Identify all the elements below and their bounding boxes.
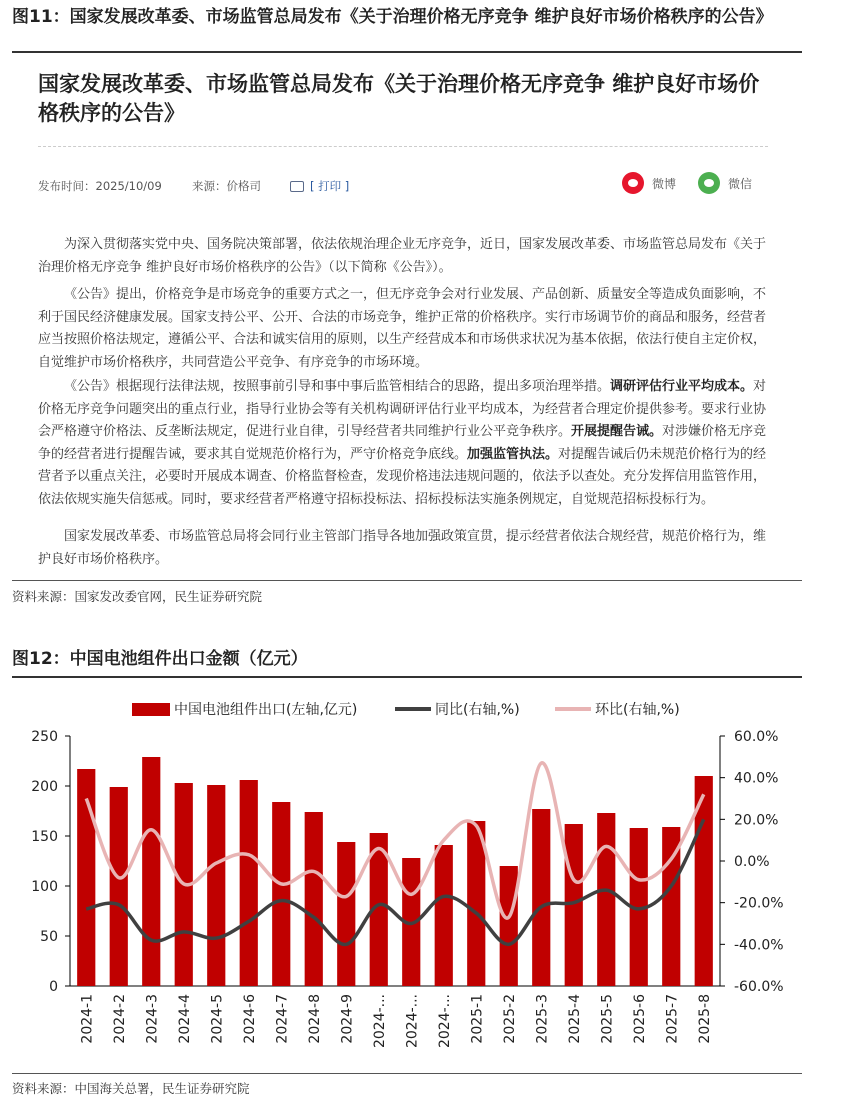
print-label: [ 打印 ] [310,179,350,193]
x-tick-label: 2024-... [371,994,388,1049]
paragraph-2: 《公告》提出，价格竞争是市场竞争的重要方式之一，但无序竞争会对行业发展、产品创新、质量安全等造成负面影响，不利于国民经济健康发展。国家支持公平、公开、合法的市场竞争，维护正常的价格秩序。实行市场调节价的商品和服务，经营者应当按照价格法规定，遵循公平、合法和诚实信用的原则，以生产经营成本和市场供求状况为基本依据，依法行使自主定价权，自觉维护市场价格秩序，共同营造公平竞争、有序竞争的市场环境。 [38,287,767,370]
x-tick-label: 2025-4 [566,994,583,1044]
bar [272,802,290,986]
p3-enforcement-text: 对提醒告诫后仍未规范价格行为的经营者予以重点关注，必要时开展成本调查、价格监督检查，发现价格违法违规问题的，依法予以查处。充分发挥信用监管作用，依法依规实施失信惩戒。同时，要求经营者严格遵守招标投标法、招标投标法实施条例规定，自觉规范招标投标行为。 [38,446,767,507]
paragraph-3 [38,376,778,511]
announcement-title: 国家发展改革委、市场监管总局发布《关于治理价格无序竞争 维护良好市场价格秩序的公告》 [38,72,760,125]
source-label: 来源：价格司 [192,179,261,193]
right-tick-label: 20.0% [734,812,779,829]
weixin-label: 微信 [728,176,753,191]
x-tick-label: 2024-6 [241,994,258,1044]
x-tick-label: 2025-1 [469,994,486,1044]
right-tick-label: 0.0% [734,854,770,870]
source-rule [12,580,802,581]
right-tick-label: -60.0% [734,979,784,995]
legend-yoy-label: 同比(右轴,%) [435,702,520,718]
left-tick-label: 200 [31,779,58,795]
x-tick-label: 2025-2 [501,994,518,1044]
p3-intro: 《公告》根据现行法律法规，按照事前引导和事中事后监管相结合的思路，提出多项治理举措。 [64,379,611,394]
x-tick-label: 2024-8 [306,994,323,1044]
left-tick-label: 100 [31,879,58,895]
p3-heading-cost: 调研评估行业平均成本。 [610,379,754,394]
figure-11-source: 资料来源：国家发改委官网，民生证券研究院 [12,589,263,604]
x-tick-label: 2024-2 [111,994,128,1044]
left-tick-label: 0 [49,979,58,995]
share-weixin-button[interactable] [698,172,752,194]
bar [337,842,355,986]
x-tick-label: 2024-5 [209,994,226,1044]
title-rule-2 [12,676,802,678]
x-tick-label: 2024-7 [274,994,291,1044]
divider [38,146,768,147]
bar [305,812,323,986]
export-chart [0,690,853,1070]
x-tick-label: 2025-7 [664,994,681,1044]
p3-warning-text: 对涉嫌价格无序竞争的经营者进行提醒告诫，要求其自觉规范价格行为，严守价格竞争底线。 [38,424,767,462]
printer-icon [290,181,304,192]
bar [597,813,615,986]
x-tick-label: 2025-5 [599,994,616,1044]
paragraph-1: 为深入贯彻落实党中央、国务院决策部署，依法依规治理企业无序竞争，近日，国家发展改革委、市场监管总局发布《关于治理价格无序竞争 维护良好市场价格秩序的公告》（以下简称《公告》）。 [38,237,767,275]
bar [435,845,453,986]
paragraph-4: 国家发展改革委、市场监管总局将会同行业主管部门指导各地加强政策宣贯，提示经营者依法合规经营，规范价格行为，维护良好市场价格秩序。 [38,529,767,567]
x-tick-label: 2024-9 [339,994,356,1044]
announcement-card [26,58,786,578]
bar [532,809,550,986]
share-weibo-button[interactable] [622,172,676,194]
figure-12-source: 资料来源：中国海关总署，民生证券研究院 [12,1081,250,1096]
x-tick-label: 2025-3 [534,994,551,1044]
right-tick-label: 40.0% [734,770,779,787]
x-tick-label: 2025-8 [696,994,713,1044]
right-tick-label: 60.0% [734,729,779,745]
p3-heading-warning: 开展提醒告诫。 [571,424,663,439]
legend-bar-label: 中国电池组件出口(左轴,亿元) [174,702,358,718]
legend-bar-swatch [132,703,170,716]
x-tick-label: 2024-4 [176,994,193,1044]
bar [207,785,225,986]
figure-11-title: 图11：国家发展改革委、市场监管总局发布《关于治理价格无序竞争 维护良好市场价格秩序的公告》 [12,7,773,27]
x-tick-label: 2024-1 [79,994,96,1044]
p3-heading-enforcement: 加强监管执法。 [467,446,559,462]
source-rule-2 [12,1073,802,1074]
x-tick-label: 2024-3 [144,994,161,1044]
weibo-icon [622,172,644,194]
weixin-icon [698,172,720,194]
x-tick-label: 2024-... [436,994,453,1049]
x-tick-label: 2025-6 [631,994,648,1044]
left-tick-label: 50 [40,929,58,945]
legend-mom-label: 环比(右轴,%) [595,702,680,718]
bar [240,780,258,986]
right-tick-label: -20.0% [734,895,784,912]
bar [110,787,128,986]
x-tick-label: 2024-... [404,994,421,1049]
print-button[interactable] [290,178,349,194]
weibo-label: 微博 [652,176,677,191]
left-tick-label: 150 [31,829,58,845]
bar [500,866,518,986]
title-rule [12,51,802,53]
right-tick-label: -40.0% [734,937,784,954]
bar [142,757,160,986]
publish-time: 发布时间：2025/10/09 [38,179,162,193]
left-tick-label: 250 [31,729,58,745]
figure-12-title: 图12：中国电池组件出口金额（亿元） [12,649,308,669]
p3-cost-text: 对价格无序竞争问题突出的重点行业，指导行业协会等有关机构调研评估行业平均成本，为经营者合理定价提供参考。要求行业协会严格遵守价格法、反垄断法规定，促进行业自律，引导经营者共同维护行业公平竞争秩序。 [38,379,767,439]
